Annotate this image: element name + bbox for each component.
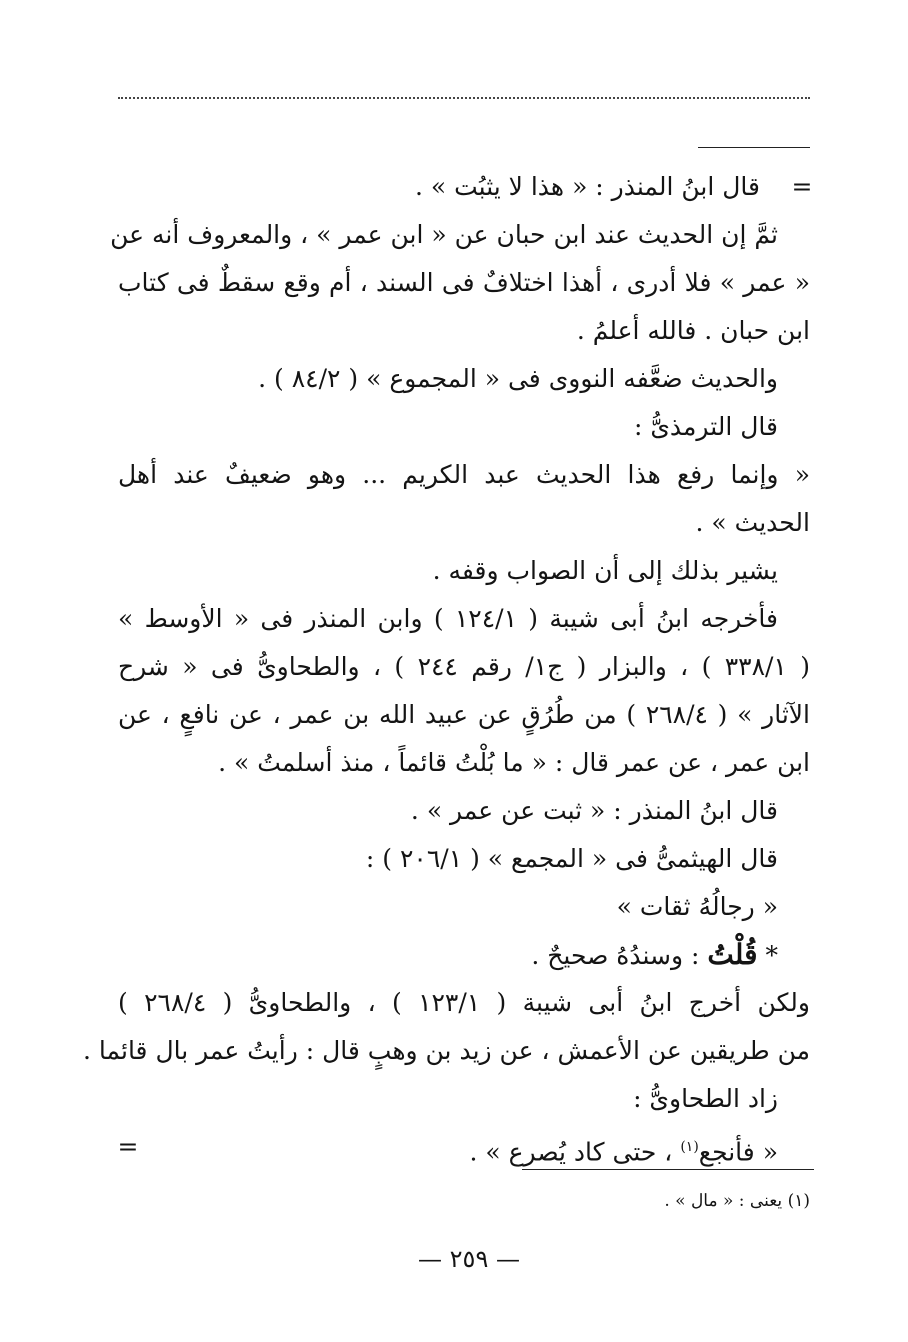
author-note-label: قُلْتُ (707, 938, 758, 971)
text-line-9: يشير بذلك إلى أن الصواب وقفه . (432, 556, 778, 585)
author-note-text: : وسندُهُ صحيحٌ . (531, 941, 700, 970)
text-line-4: ابن حبان . فالله أعلمُ . (576, 316, 810, 345)
text-line-14: قال ابنُ المنذر : « ثبت عن عمر » . (410, 796, 778, 825)
text-line-20-start: « فأنجع (698, 1137, 778, 1167)
text-line-18: من طريقين عن الأعمش ، عن زيد بن وهبٍ قال : رأيتُ عمر بال قائما . (83, 1036, 810, 1065)
text-line-11: ( ٣٣٨/١ ) ، والبزار ( ج١/ رقم ٢٤٤ ) ، والطحاوىُّ فى « شرح (118, 652, 810, 681)
text-line-1: قال ابنُ المنذر : « هذا لا يثبُت » . (414, 172, 760, 201)
author-note-line (118, 932, 810, 978)
text-line-2: ثمَّ إن الحديث عند ابن حبان عن « ابن عمر » ، والمعروف أنه عن (110, 220, 778, 249)
text-line-15: قال الهيثمىُّ فى « المجمع » ( ٢٠٦/١ ) : (365, 844, 778, 873)
header-dotted-rule (118, 97, 810, 99)
text-line-19: زاد الطحاوىُّ : (633, 1084, 778, 1113)
page-number: — ٢٥٩ — (418, 1245, 520, 1273)
star-marker: * (765, 941, 778, 970)
continuation-mark-bottom: = (117, 1132, 139, 1161)
footnote-text: يعنى : « مال » . (664, 1191, 783, 1211)
text-line-17: ولكن أخرج ابنُ أبى شيبة ( ١٢٣/١ ) ، والطحاوىُّ ( ٢٦٨/٤ ) (118, 988, 810, 1017)
text-line-13: ابن عمر ، عن عمر قال : « ما بُلْتُ قائماً ، منذ أسلمتُ » . (218, 748, 810, 777)
text-line-20-rest: ، حتى كاد يُصرع » . (469, 1137, 673, 1167)
text-line-5: والحديث ضعَّفه النووى فى « المجموع » ( ٨٤/٢ ) . (258, 364, 778, 393)
footnote-rule (522, 1169, 814, 1170)
text-line-10: فأخرجه ابنُ أبى شيبة ( ١٢٤/١ ) وابن المنذر فى « الأوسط » (118, 604, 778, 633)
footnote-marker: (١) (787, 1191, 810, 1211)
text-line-7: « وإنما رفع هذا الحديث عبد الكريم ... وهو ضعيفٌ عند أهل (118, 460, 810, 489)
continuation-rule (698, 147, 810, 148)
footnote (118, 1188, 810, 1214)
text-line-8: الحديث » . (695, 508, 810, 537)
continuation-mark-top: = (791, 172, 813, 201)
text-line-20 (118, 1124, 810, 1170)
text-line-6: قال الترمذىُّ : (633, 412, 778, 441)
footnote-ref: (١) (680, 1139, 699, 1155)
text-line-16: « رجالُهُ ثقات » (616, 892, 778, 921)
text-line-12: الآثار » ( ٢٦٨/٤ ) من طُرُقٍ عن عبيد الله بن عمر ، عن نافعٍ ، عن (118, 700, 810, 729)
text-line-3: « عمر » فلا أدرى ، أهذا اختلافٌ فى السند ، أم وقع سقطٌ فى كتاب (118, 268, 810, 297)
